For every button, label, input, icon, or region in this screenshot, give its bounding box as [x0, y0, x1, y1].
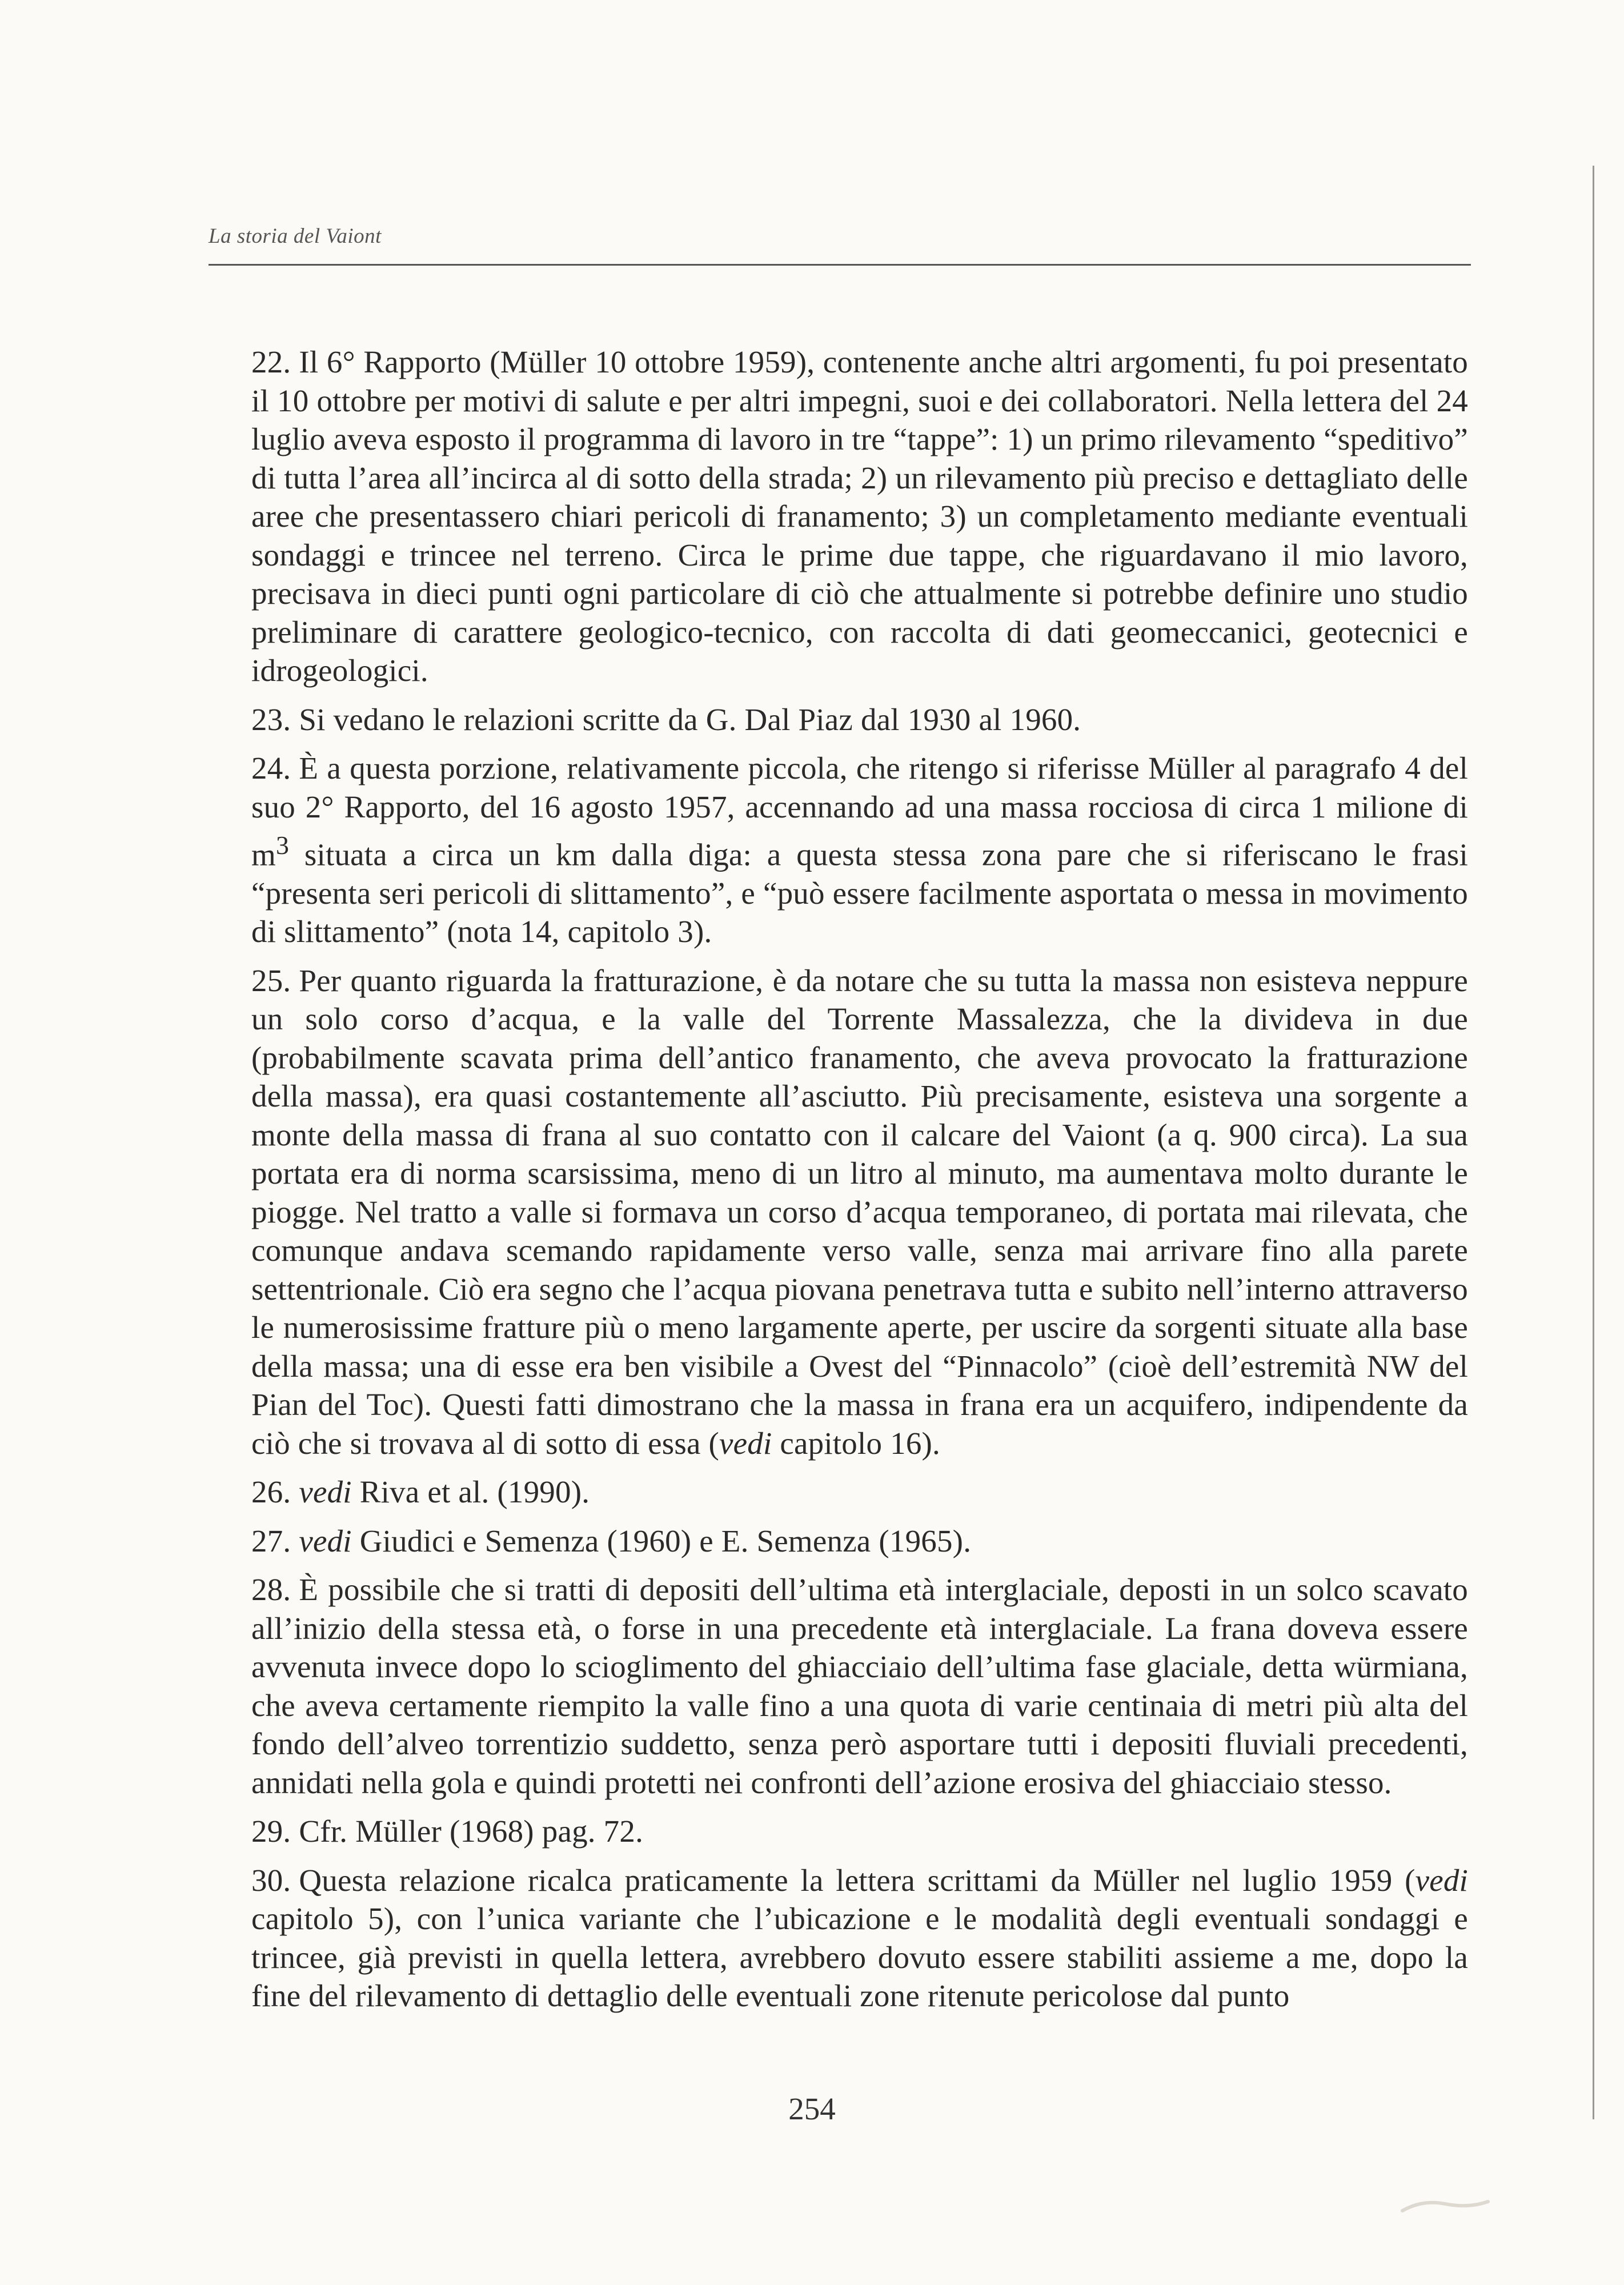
note-text: Per quanto riguarda la fratturazione, è da notare che su tutta la massa non esisteva neppure un solo corso d’acqua, e la valle del Torrente Massalezza, che la divideva in due (probabilmente scavata prima dell’antico franamento, che aveva provocato la fratturazione della massa), era quasi costantemente all’asciutto. Più precisamente, esisteva una sorgente a monte della massa di frana al suo contatto con il calcare del Vaiont (a q. 900 circa). La sua portata era di norma scarsissima, meno di un litro al minuto, ma aumentava molto durante le piogge. Nel tratto a valle si formava un corso d’acqua temporaneo, di portata mai rilevata, che comunque andava scemando rapidamente verso valle, senza mai arrivare fino alla parete settentrionale. Ciò era segno che l’acqua piovana penetrava tutta e subito nell’interno attraverso le numerosissime fratture più o meno largamente aperte, per uscire da sorgenti situate alla base della massa; una di esse era ben visibile a Ovest del “Pinnacolo” (cioè dell’estremità NW del Pian del Toc). Questi fatti dimostrano che la massa in frana era un acquifero, indipendente da ciò che si trovava al di sotto di essa (	[251, 963, 1468, 1461]
note-28	[251, 1570, 1468, 1802]
note-29	[251, 1812, 1468, 1851]
note-22	[251, 343, 1468, 690]
note-number: 23.	[251, 701, 291, 737]
running-head: La storia del Vaiont	[208, 225, 382, 248]
superscript-cubed: 3	[275, 831, 290, 860]
note-text-continued: capitolo 5), con l’unica variante che l’ubicazione e le modalità degli eventuali sondaggi e trincee, già previsti in quella lettera, avrebbero dovuto essere stabiliti assieme a me, dopo la fine del rilevamento di dettaglio delle eventuali zone ritenute pericolose dal punto	[251, 1901, 1468, 2014]
note-number: 26.	[251, 1474, 291, 1510]
page-number: 254	[788, 2091, 836, 2126]
note-24	[251, 749, 1468, 951]
note-text: Giudici e Semenza (1960) e E. Semenza (1965).	[351, 1523, 972, 1558]
note-text: Riva et al. (1990).	[351, 1474, 590, 1510]
note-number: 24.	[251, 751, 291, 785]
scan-smudge	[1400, 2194, 1491, 2216]
note-30	[251, 1861, 1468, 2015]
note-26	[251, 1473, 1468, 1512]
note-27	[251, 1522, 1468, 1561]
note-number: 27.	[251, 1523, 291, 1558]
note-number: 28.	[251, 1572, 291, 1607]
note-text: Il 6° Rapporto (Müller 10 ottobre 1959), contenente anche altri argomenti, fu poi presentato il 10 ottobre per motivi di salute e per altri impegni, suoi e dei collaboratori. Nella lettera del 24 luglio aveva esposto il programma di lavoro in tre “tappe”: 1) un primo rilevamento “speditivo” di tutta l’area all’incirca al di sotto della strada; 2) un rilevamento più preciso e dettagliato delle aree che presentassero chiari pericoli di franamento; 3) un completamento mediante eventuali sondaggi e trincee nel terreno. Circa le prime due tappe, che riguardavano il mio lavoro, precisava in dieci punti ogni particolare di ciò che attualmente si potrebbe definire uno studio preliminare di carattere geologico-tecnico, con raccolta di dati geomeccanici, geotecnici e idrogeologici.	[251, 344, 1468, 688]
note-text: È possibile che si tratti di depositi dell’ultima età interglaciale, deposti in un solco scavato all’inizio della stessa età, o forse in una precedente età interglaciale. La frana doveva essere avvenuta invece dopo lo scioglimento del ghiacciaio dell’ultima fase glaciale, detta würmiana, che aveva certamente riempito la valle fino a una quota di varie centinaia di metri più alta del fondo dell’alveo torrentizio suddetto, senza però asportare tutti i depositi fluviali precedenti, annidati nella gola e quindi protetti nei confronti dell’azione erosiva del ghiacciaio stesso.	[251, 1572, 1468, 1800]
note-text-continued: capitolo 16).	[772, 1425, 940, 1461]
page-edge-shadow	[1593, 166, 1594, 2119]
note-number: 25.	[251, 963, 291, 998]
note-italic-vedi: vedi	[719, 1425, 772, 1461]
note-number: 30.	[251, 1862, 291, 1898]
note-italic-vedi: vedi	[299, 1523, 352, 1558]
note-text-continued: situata a circa un km dalla diga: a questa stessa zona pare che si riferiscano le frasi “presenta seri pericoli di slittamento”, e “può essere facilmente asportata o messa in movimento di slittamento” (nota 14, capitolo 3).	[251, 837, 1468, 949]
note-italic-vedi: vedi	[299, 1474, 352, 1510]
note-text: Cfr. Müller (1968) pag. 72.	[299, 1814, 644, 1849]
note-text: È a questa porzione, relativamente piccola, che ritengo si riferisse Müller al paragrafo 4 del suo 2° Rapporto, del 16 agosto 1957, accennando ad una massa rocciosa di circa 1 milione di m	[251, 751, 1468, 872]
note-text: Questa relazione ricalca praticamente la lettera scrittami da Müller nel luglio 1959 (	[299, 1862, 1416, 1898]
endnotes	[251, 343, 1468, 2026]
header-rule	[208, 264, 1471, 266]
note-23	[251, 700, 1468, 739]
note-25	[251, 961, 1468, 1463]
note-number: 29.	[251, 1814, 291, 1849]
note-text: Si vedano le relazioni scritte da G. Dal Piaz dal 1930 al 1960.	[299, 701, 1081, 737]
note-number: 22.	[251, 344, 291, 379]
note-italic-vedi: vedi	[1415, 1862, 1468, 1898]
